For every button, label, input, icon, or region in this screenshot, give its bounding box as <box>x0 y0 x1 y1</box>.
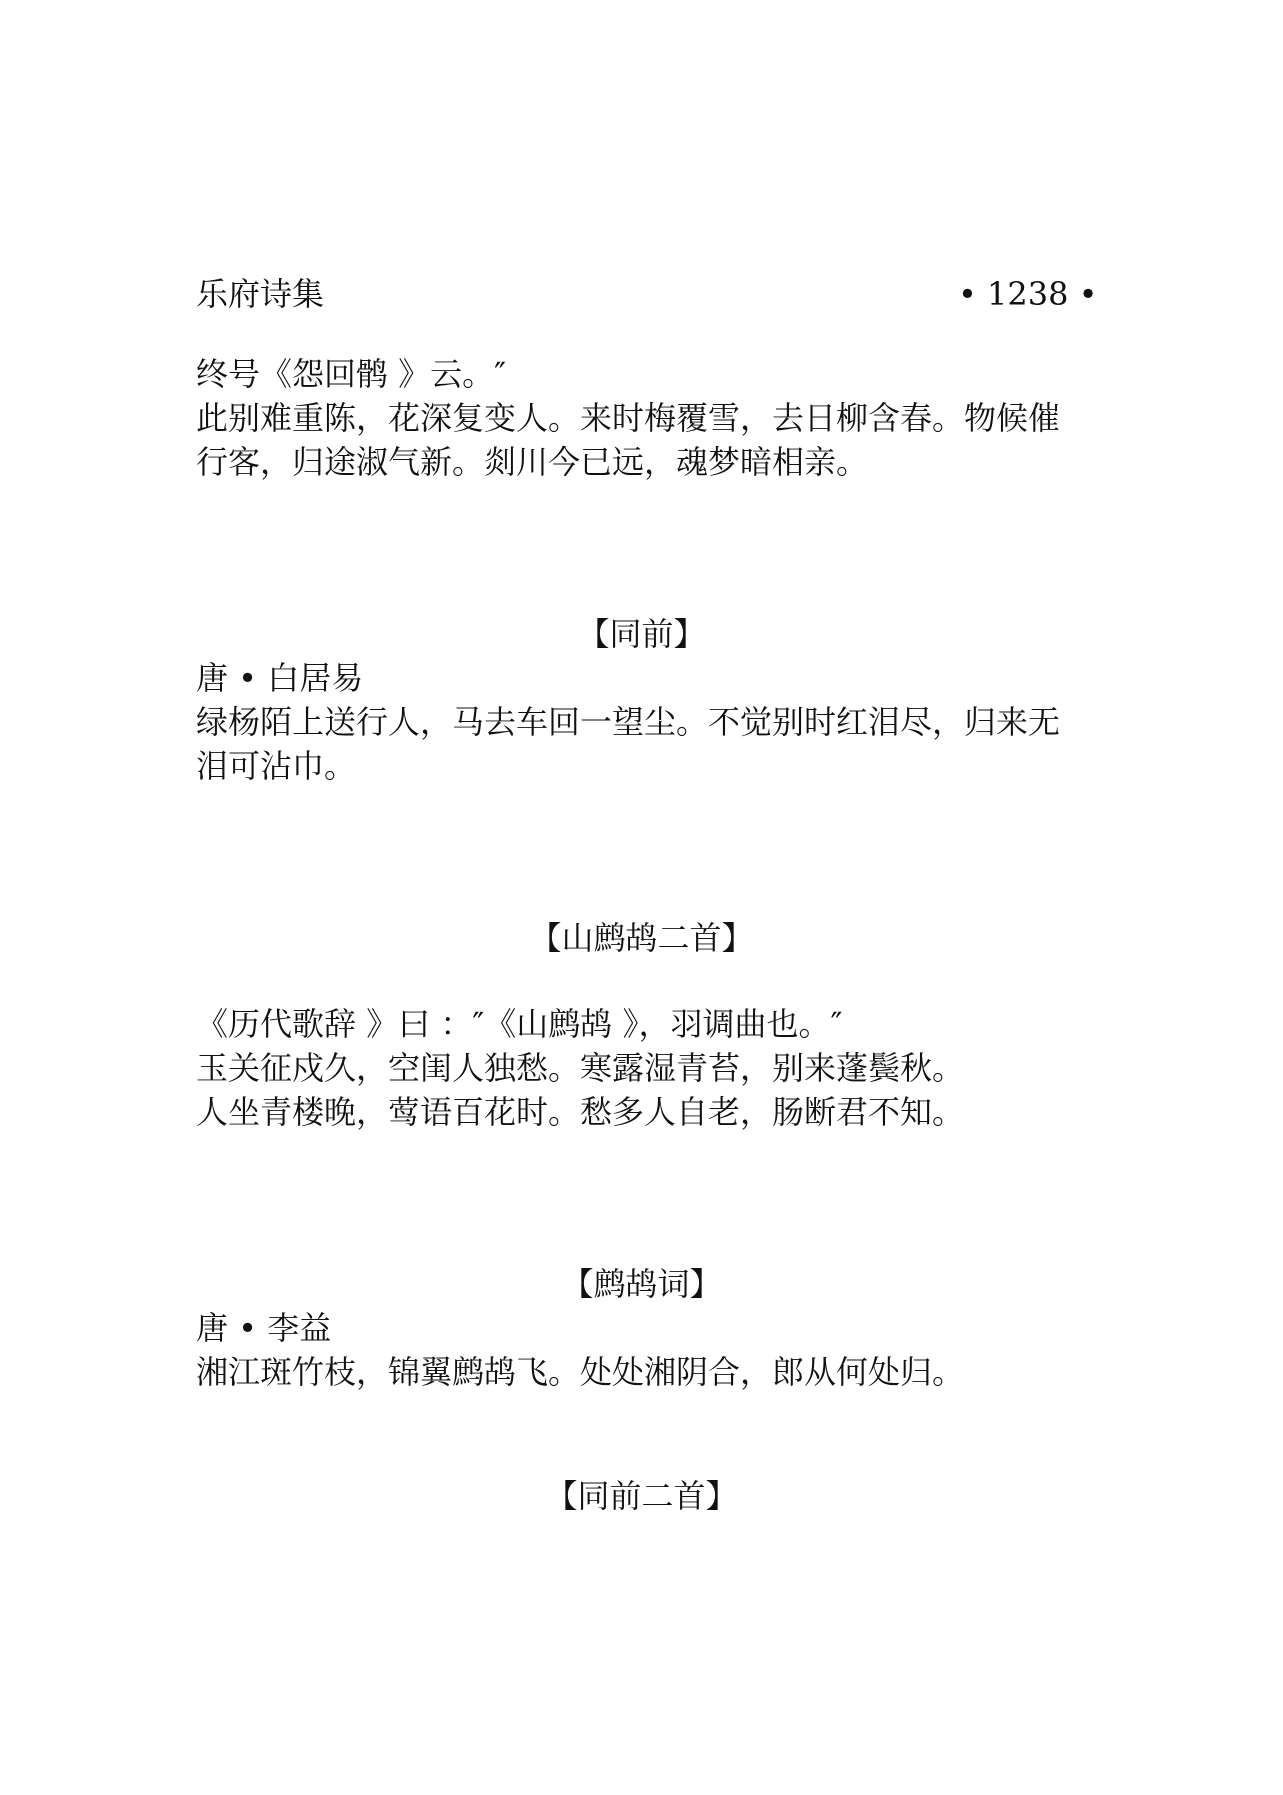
text-line: 玉关征戍久，空闺人独愁。寒露湿青苔，别来蓬鬓秋。 <box>196 1049 965 1087</box>
poem-heading: 【同前二首】 <box>545 1477 738 1515</box>
poem-heading: 【山鹧鸪二首】 <box>529 919 754 957</box>
book-title: 乐府诗集 <box>196 275 325 313</box>
text-line: 绿杨陌上送行人，马去车回一望尘。不觉别时红泪尽，归来无 <box>196 703 1061 741</box>
text-line: 此别难重陈，花深复变人。来时梅覆雪，去日柳含春。物候催 <box>196 399 1061 437</box>
poem-author: 唐 • 白居易 <box>196 659 364 697</box>
text-line: 湘江斑竹枝，锦翼鹧鸪飞。处处湘阴合，郎从何处归。 <box>196 1353 965 1391</box>
text-line: 《历代歌辞 》曰 ：″《山鹧鸪 》，羽调曲也。″ <box>196 1005 843 1043</box>
page-number: • 1238 • <box>958 275 1098 313</box>
poem-author: 唐 • 李益 <box>196 1309 332 1347</box>
text-line: 终号《怨回鹘 》云。″ <box>196 355 507 393</box>
poem-heading: 【鹧鸪词】 <box>561 1265 722 1303</box>
text-line: 行客，归途淑气新。剡川今已远，魂梦暗相亲。 <box>196 443 869 481</box>
text-line: 泪可沾巾。 <box>196 747 357 785</box>
text-line: 人坐青楼晚，莺语百花时。愁多人自老，肠断君不知。 <box>196 1093 965 1131</box>
poem-heading: 【同前】 <box>577 615 706 653</box>
